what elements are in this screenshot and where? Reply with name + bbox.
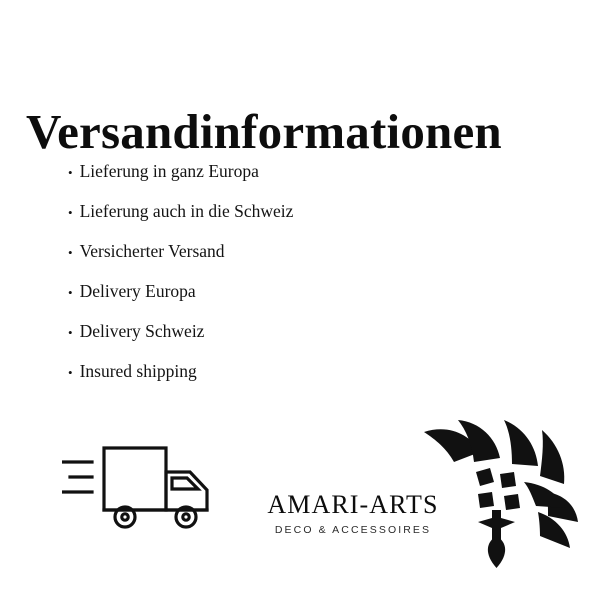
brand-tagline: DECO & ACCESSOIRES xyxy=(274,524,432,536)
page-title: Versandinformationen xyxy=(26,103,502,159)
list-item-label: Versicherter Versand xyxy=(79,241,225,261)
list-item xyxy=(68,323,293,341)
bullet-icon: • xyxy=(68,165,73,180)
bullet-icon: • xyxy=(68,205,73,220)
brand-logo xyxy=(258,418,578,568)
list-item-label: Lieferung auch in die Schweiz xyxy=(79,201,294,221)
bullet-icon: • xyxy=(68,365,73,380)
list-item-label: Lieferung in ganz Europa xyxy=(79,161,259,181)
list-item-label: Delivery Schweiz xyxy=(79,321,205,341)
list-item xyxy=(68,363,293,381)
list-item xyxy=(68,243,293,261)
list-item xyxy=(68,283,293,301)
list-item-label: Insured shipping xyxy=(79,361,197,381)
bullet-icon: • xyxy=(68,325,73,340)
bullet-icon: • xyxy=(68,245,73,260)
brand-name: AMARI-ARTS xyxy=(267,490,439,519)
shipping-features-list xyxy=(68,163,293,403)
delivery-truck-icon xyxy=(62,440,217,535)
bullet-icon: • xyxy=(68,285,73,300)
list-item xyxy=(68,163,293,181)
list-item xyxy=(68,203,293,221)
list-item-label: Delivery Europa xyxy=(79,281,196,301)
